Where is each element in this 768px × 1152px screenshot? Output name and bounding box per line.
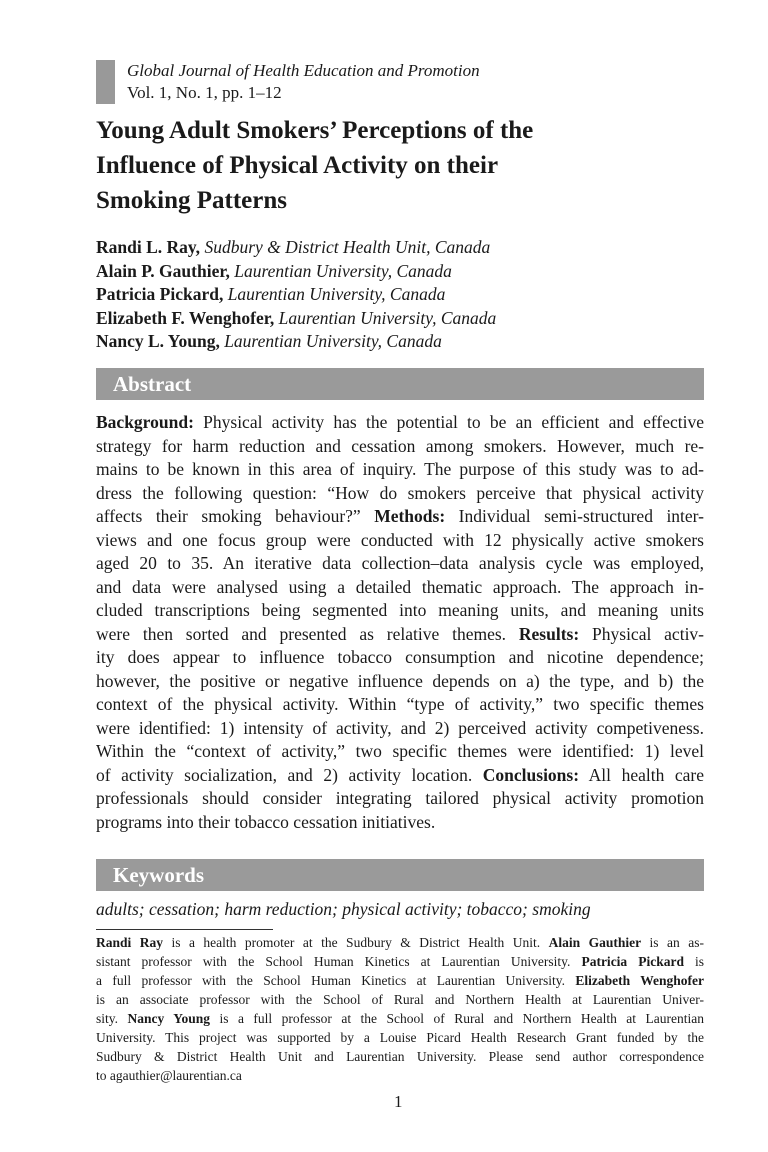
journal-header: [96, 60, 704, 104]
keywords-heading-bar: [96, 859, 704, 891]
author-name: Patricia Pickard,: [96, 284, 224, 304]
abstract-text: of activity socialization, and 2) activity location.: [96, 764, 473, 785]
abstract-line: [96, 411, 704, 435]
footnote-line: is an associate professor with the School of Rural and Northern Health at Laurentian Univer-: [96, 992, 704, 1007]
journal-name: Global Journal of Health Education and Promotion: [127, 61, 480, 80]
abstract-line: [96, 505, 704, 529]
author-name: Randi L. Ray,: [96, 237, 201, 257]
abstract-line: cluded transcriptions being segmented into meaning units, and meaning units: [96, 600, 704, 620]
abstract-line: views and one focus group were conducted with 12 physically active smokers: [96, 529, 704, 550]
footnote-divider: [96, 929, 273, 930]
footnote-line: University. This project was supported by a Louise Picard Health Research Grant funded by the: [96, 1030, 704, 1045]
article-title-line: Young Adult Smokers’ Perceptions of the: [96, 117, 534, 144]
footnote-line: [96, 933, 704, 952]
abstract-line: and data were analysed using a detailed thematic approach. The approach in-: [96, 576, 704, 597]
author-affiliation: Laurentian University, Canada: [278, 307, 497, 328]
background-label: Background:: [96, 412, 194, 432]
abstract-text: affects their smoking behaviour?”: [96, 506, 361, 526]
author-affiliation: Laurentian University, Canada: [224, 331, 442, 351]
footnote-author-name: Randi Ray: [96, 935, 163, 950]
abstract-line: professionals should consider integrating tailored physical activity promotion: [96, 788, 704, 808]
abstract-line: were identified: 1) intensity of activity, and 2) perceived activity competiveness.: [96, 717, 704, 738]
author-list: [96, 236, 704, 354]
methods-label: Methods:: [374, 506, 446, 526]
footnote-text: is: [683, 954, 705, 969]
abstract-text: Individual semi-structured inter-: [458, 506, 704, 526]
paper-page: [96, 0, 704, 1152]
abstract-heading-bar: [96, 368, 704, 400]
author-footnote: [96, 933, 704, 1085]
author-entry: [96, 307, 704, 331]
footnote-line: [96, 971, 704, 990]
footnote-author-name: Elizabeth Wenghofer: [575, 973, 705, 988]
article-title: [96, 113, 696, 218]
author-entry: [96, 330, 704, 354]
author-name: Nancy L. Young,: [96, 331, 220, 351]
abstract-line: mains to be known in this area of inquiry. The purpose of this study was to ad-: [96, 459, 704, 479]
abstract-text: Physical activity has the potential to be an efficient and effective: [203, 412, 705, 432]
footnote-text: sistant professor with the School Human Kinetics at Laurentian University.: [96, 954, 571, 969]
author-entry: [96, 283, 704, 307]
keywords-text: adults; cessation; harm reduction; physical activity; tobacco; smoking: [96, 899, 591, 919]
abstract-line: dress the following question: “How do smokers perceive that physical activity: [96, 482, 704, 503]
footnote-text: is a full professor at the School of Rural and Northern Health at Laurentian: [210, 1011, 704, 1026]
article-title-line: Influence of Physical Activity on their: [96, 152, 499, 179]
journal-volume: Vol. 1, No. 1, pp. 1–12: [127, 83, 282, 102]
footnote-line: [96, 952, 704, 971]
results-label: Results:: [518, 623, 580, 644]
abstract-line: context of the physical activity. Within “type of activity,” two specific themes: [96, 694, 704, 714]
abstract-body: [96, 411, 704, 834]
author-name: Alain P. Gauthier,: [96, 260, 230, 281]
footnote-text: is an as-: [641, 935, 705, 950]
abstract-line: aged 20 to 35. An iterative data collection–data analysis cycle was employed,: [96, 553, 704, 573]
conclusions-label: Conclusions:: [482, 764, 580, 785]
footnote-line: to agauthier@laurentian.ca: [96, 1068, 242, 1083]
abstract-line: however, the positive or negative influence depends on a) the type, and b) the: [96, 670, 704, 691]
footnote-line: Sudbury & District Health Unit and Laurentian University. Please send author correspondence: [96, 1049, 704, 1064]
author-entry: [96, 236, 704, 260]
abstract-line: [96, 623, 704, 647]
abstract-line: Within the “context of activity,” two specific themes were identified: 1) level: [96, 741, 704, 761]
article-title-line: Smoking Patterns: [96, 187, 287, 214]
abstract-line: strategy for harm reduction and cessation among smokers. However, much re-: [96, 435, 704, 456]
page-number: 1: [394, 1092, 403, 1111]
author-entry: [96, 260, 704, 284]
footnote-text: is a health promoter at the Sudbury & District Health Unit.: [163, 935, 541, 950]
footnote-text: sity.: [96, 1011, 119, 1026]
abstract-text: All health care: [588, 764, 704, 785]
footnote-author-name: Nancy Young: [127, 1011, 210, 1026]
footnote-line: [96, 1009, 704, 1028]
author-name: Elizabeth F. Wenghofer,: [96, 307, 275, 328]
abstract-heading: Abstract: [113, 372, 192, 396]
abstract-text: Physical activ-: [592, 623, 705, 644]
footnote-text: a full professor with the School Human Kinetics at Laurentian University.: [96, 973, 566, 988]
author-affiliation: Laurentian University, Canada: [234, 260, 452, 281]
abstract-line: [96, 764, 704, 788]
keywords-heading: Keywords: [113, 863, 204, 887]
author-affiliation: Laurentian University, Canada: [227, 284, 446, 304]
author-affiliation: Sudbury & District Health Unit, Canada: [204, 237, 491, 257]
footnote-author-name: Patricia Pickard: [581, 954, 684, 969]
abstract-line: programs into their tobacco cessation initiatives.: [96, 811, 436, 832]
abstract-text: were then sorted and presented as relative themes.: [96, 623, 507, 644]
footnote-author-name: Alain Gauthier: [548, 935, 642, 950]
journal-header-bar: [96, 60, 115, 104]
abstract-line: ity does appear to influence tobacco consumption and nicotine dependence;: [96, 647, 704, 667]
